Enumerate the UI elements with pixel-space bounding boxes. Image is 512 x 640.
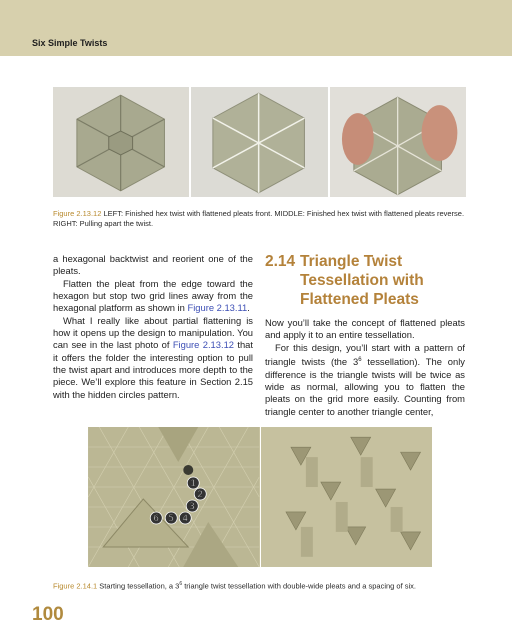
paragraph-text: Flatten the pleat from the edge toward the hexagon but stop two grid lines away from the hexagonal platform as shown in (53, 277, 253, 314)
running-head: Six Simple Twists (32, 38, 108, 48)
caption-text: triangle twist tessellation with double-wide pleats and a spacing of six. (182, 581, 417, 591)
page-number: 100 (32, 604, 64, 625)
right-column (265, 317, 465, 418)
section-number: 2.14 (265, 253, 296, 270)
photo-starting-tessellation (88, 427, 260, 567)
photo-hex-twist-front (53, 87, 189, 197)
figure-2-13-12-photos (53, 87, 466, 197)
marker-label: 5 (168, 514, 174, 524)
marker-label: 3 (189, 502, 195, 512)
paragraph-text: that it offers the folder the interesting option to pull the twist apart and introduces more depth to the piece. We’ll explore this feature in Section 2.15 with the hidden circles pattern. (53, 339, 253, 400)
photo-hex-twist-reverse (191, 87, 327, 197)
paragraph-text: For this design, you’ll start with a pattern of triangle twists (the 3 (265, 341, 465, 368)
superscript: 6 (179, 581, 183, 587)
marker-label: 4 (182, 514, 188, 524)
section-title: Triangle Twist Tessellation with Flattened Pleats (300, 253, 424, 308)
figure-2-13-12-caption (53, 209, 466, 229)
superscript: 6 (358, 357, 362, 364)
paragraph-text: tessellation). The only difference is the triangle twists will be twice as wide as normal, allowing you to flatten the pleats on the grid more easily. Counting from triangle center to another triangle center, (265, 356, 465, 417)
paragraph: Now you’ll take the concept of flattened pleats and apply it to an entire tessellation. (265, 317, 465, 341)
marker-label: 1 (190, 479, 196, 489)
paragraph (53, 278, 253, 315)
caption-figure-label: Figure 2.14.1 (53, 581, 98, 591)
left-column (53, 253, 253, 401)
figure-reference-link[interactable]: Figure 2.13.12 (172, 339, 235, 351)
paragraph (265, 342, 465, 418)
caption-text: LEFT: Finished hex twist with flattened pleats front. MIDDLE: Finished hex twist with flattened pleats reverse. RIGHT: Pulling apart the twist. (53, 209, 465, 228)
figure-2-14-1-caption (53, 579, 466, 592)
figure-reference-link[interactable]: Figure 2.13.11 (187, 302, 248, 314)
marker-label: 2 (197, 490, 203, 500)
photo-pulling-apart-twist (330, 87, 466, 197)
caption-figure-label: Figure 2.13.12 (53, 209, 102, 218)
photo-triangle-twist-tessellation (261, 427, 433, 567)
figure-2-14-1-photos (88, 427, 432, 567)
paragraph-text: . (247, 302, 250, 314)
paragraph (53, 315, 253, 401)
caption-text: Starting tessellation, a 3 (97, 581, 180, 591)
marker-label: 6 (153, 514, 159, 524)
paragraph-text: What I really like about partial flattening is how it opens up the design to manipulation. You can see in the last photo of (53, 314, 253, 351)
paragraph: a hexagonal backtwist and reorient one of the pleats. (53, 253, 253, 277)
